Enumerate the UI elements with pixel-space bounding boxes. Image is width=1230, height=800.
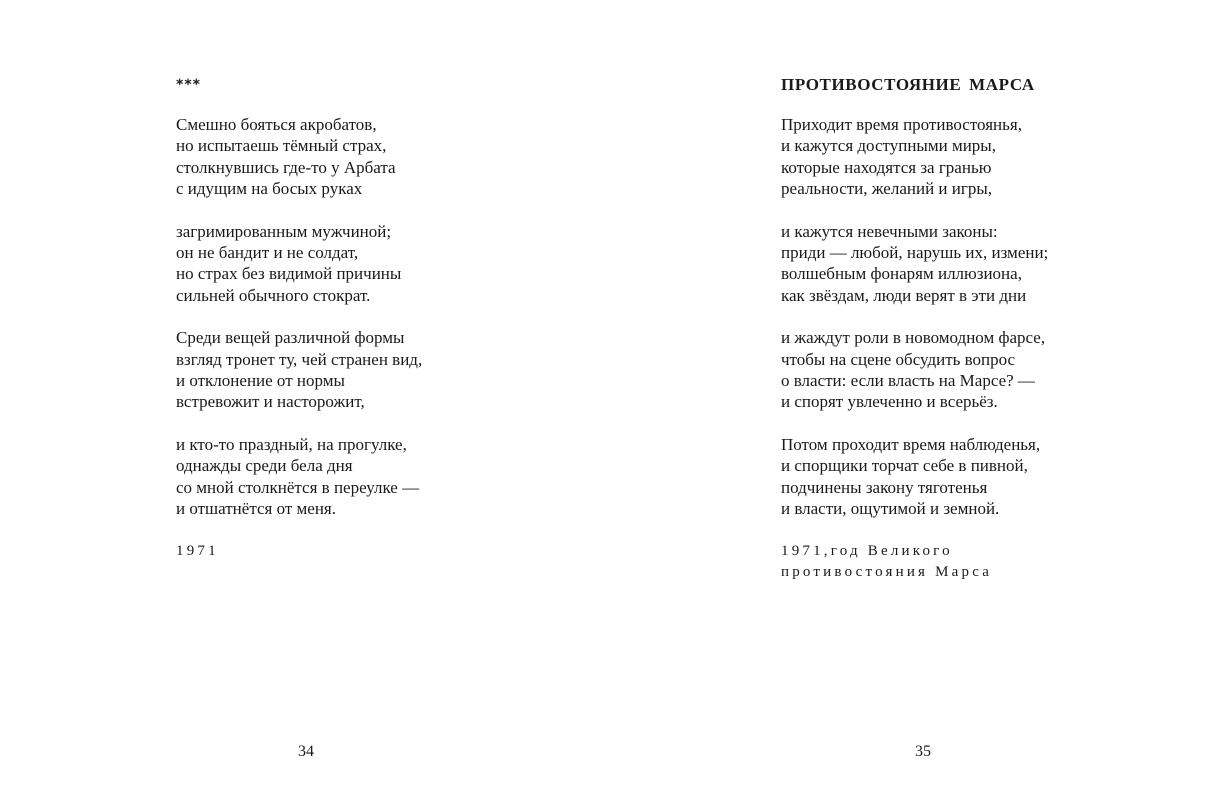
poem-line: и кажутся невечными законы: (781, 221, 998, 241)
poem-line: и власти, ощутимой и земной. (781, 499, 1000, 519)
poem-line: но страх без видимой причины (176, 264, 402, 284)
poem-line: которые находятся за гранью (781, 157, 992, 177)
poem-line: сильней обычного стократ. (176, 285, 371, 305)
stanza (176, 434, 576, 520)
date-line: противостояния Марса (781, 564, 993, 580)
poem-date (781, 541, 1201, 584)
poem-line: и спорят увлеченно и всерьёз. (781, 392, 998, 412)
page-number-left: 34 (298, 743, 314, 760)
poem-date (176, 541, 576, 563)
right-poem (781, 72, 1201, 584)
poem-line: приди — любой, нарушь их, измени; (781, 243, 1049, 263)
poem-line: Приходит время противостоянья, (781, 115, 1022, 134)
poem-line: со мной столкнётся в переулке — (176, 477, 420, 497)
poem-line: встревожит и насторожит, (176, 392, 365, 412)
poem-line: как звёздам, люди верят в эти дни (781, 285, 1027, 305)
poem-line: волшебным фонарям иллюзиона, (781, 264, 1022, 284)
poem-line: и жаждут роли в новомодном фарсе, (781, 328, 1046, 348)
poem-line: и кто-то праздный, на прогулке, (176, 434, 407, 454)
left-poem (176, 72, 576, 562)
poem-line: реальности, желаний и игры, (781, 179, 993, 199)
poem-line: чтобы на сцене обсудить вопрос (781, 349, 1016, 369)
poem-line: но испытаешь тёмный страх, (176, 136, 387, 156)
poem-line: Среди вещей различной формы (176, 328, 405, 348)
poem-line: и кажутся доступными миры, (781, 136, 996, 156)
poem-line: взгляд тронет ту, чей странен вид, (176, 349, 423, 369)
stanza (176, 221, 576, 307)
stanza (781, 434, 1201, 520)
poem-line: однажды среди бела дня (176, 456, 353, 476)
poem-line: и спорщики торчат себе в пивной, (781, 456, 1028, 476)
stanza (781, 114, 1201, 200)
left-poem-header: *** (176, 77, 201, 93)
poem-line: с идущим на босых руках (176, 179, 363, 199)
poem-line: и отшатнётся от меня. (176, 499, 336, 519)
poem-line: он не бандит и не солдат, (176, 243, 359, 263)
date-line: 1971 (176, 542, 219, 559)
date-line: 1971,год Великого (781, 542, 953, 559)
right-page (615, 0, 1230, 800)
poem-title: ПРОТИВОСТОЯНИЕ МАРСА (781, 75, 1035, 94)
stanza (176, 114, 576, 200)
poem-line: о власти: если власть на Марсе? — (781, 371, 1035, 391)
stanza (176, 327, 576, 413)
poem-line: подчинены закону тяготенья (781, 477, 988, 497)
stanza (781, 221, 1201, 307)
poem-line: и отклонение от нормы (176, 371, 345, 391)
poem-line: Смешно бояться акробатов, (176, 115, 377, 134)
poem-line: Потом проходит время наблюденья, (781, 434, 1041, 454)
page-number-right: 35 (915, 743, 931, 760)
poem-line: загримированным мужчиной; (176, 221, 392, 241)
poem-line: столкнувшись где-то у Арбата (176, 157, 396, 177)
stanza (781, 327, 1201, 413)
